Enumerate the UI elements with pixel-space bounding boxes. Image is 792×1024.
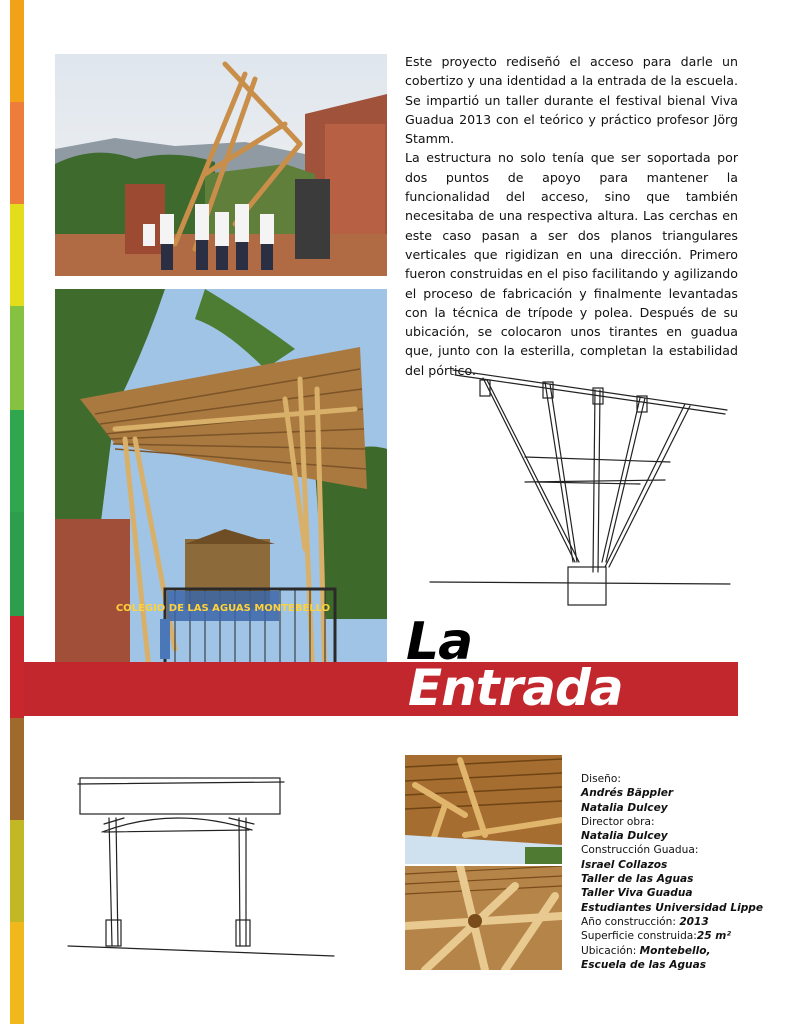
credit-line: Israel Collazos xyxy=(581,858,668,871)
credit-line: Andrés Bäppler xyxy=(581,787,674,800)
stripe-segment xyxy=(10,410,24,512)
project-credits xyxy=(581,772,781,972)
description-paragraph: Este proyecto rediseñó el acceso para darle un cobertizo y una identidad a la entrada de la escuela. Se impartió un taller durante el festival bienal Viva Guadua 2013 con el teórico y práctico profesor Jörg Stamm. xyxy=(405,54,738,147)
credit-line: Escuela de las Aguas xyxy=(581,958,707,971)
credit-line: Estudiantes Universidad Lippe xyxy=(581,901,764,914)
project-description xyxy=(405,52,738,380)
stripe-segment xyxy=(10,512,24,616)
credit-line: Natalia Dulcey xyxy=(581,801,668,814)
photo-workers-raising-truss xyxy=(55,54,387,276)
stripe-segment xyxy=(10,0,24,102)
stripe-segment xyxy=(10,102,24,204)
credit-line: Taller Viva Guadua xyxy=(581,887,693,900)
description-paragraph: La estructura no solo tenía que ser soportada por dos puntos de apoyo para mantener la funcionalidad del acceso, sino que también necesitaba de una respectiva altura. Las cerchas en este caso pasan a ser dos planos triangulares verticales que rigidizan en una dirección. Primero fueron construidas en el piso facilitando y agilizando el proceso de fabricación y finalmente levantadas con la técnica de trípode y polea. Después de su ubicación, se colocaron unos tirantes en guadua que, junto con la esterilla, completan la estabilidad del pórtico. xyxy=(405,150,738,378)
credit-line: Diseño: xyxy=(581,773,621,785)
page-title-line1: La xyxy=(406,612,473,672)
stripe-segment xyxy=(10,616,24,718)
photo-joint-detail xyxy=(405,866,562,970)
stripe-segment xyxy=(10,204,24,306)
stripe-segment xyxy=(10,820,24,922)
credit-line: Superficie construida:25 m² xyxy=(581,930,731,943)
photo-roof-detail xyxy=(405,755,562,864)
credit-line: Ubicación: Montebello, xyxy=(581,944,711,957)
credit-line: Taller de las Aguas xyxy=(581,873,694,886)
page-title-line2: Entrada xyxy=(408,659,623,717)
stripe-segment xyxy=(10,306,24,410)
photo-sign-text: COLEGIO DE LAS AGUAS MONTEBELLO xyxy=(115,603,331,614)
credit-line: Año construcción: 2013 xyxy=(581,915,709,928)
stripe-segment xyxy=(10,922,24,1024)
credit-line: Construcción Guadua: xyxy=(581,844,699,857)
title-banner xyxy=(24,659,738,717)
portal-elevation-sketch xyxy=(64,770,354,960)
truss-elevation-sketch xyxy=(425,362,740,612)
stripe-segment xyxy=(10,718,24,820)
credit-line: Director obra: xyxy=(581,815,655,828)
credit-line: Natalia Dulcey xyxy=(581,830,668,843)
photo-bamboo-entrance xyxy=(55,289,387,716)
